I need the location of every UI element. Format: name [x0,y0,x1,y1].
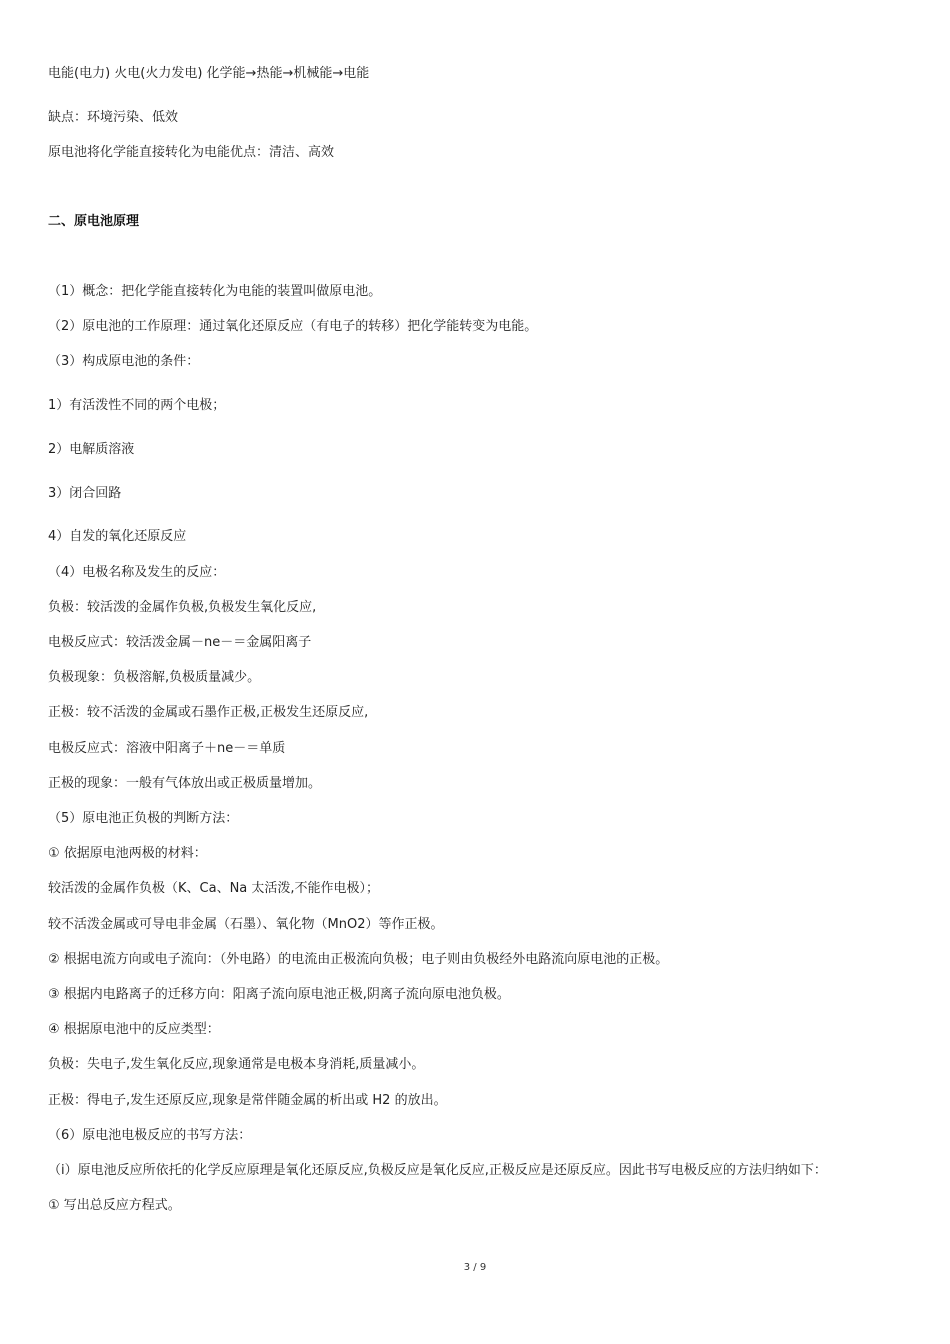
text-line-cathode-equation: 电极反应式：溶液中阳离子＋ne－＝单质 [48,741,286,756]
text-line-method-4-cathode: 正极：得电子,发生还原反应,现象是常伴随金属的析出或 H2 的放出。 [48,1093,447,1108]
text-line-cathode: 正极：较不活泼的金属或石墨作正极,正极发生还原反应, [48,705,369,720]
text-line-working-principle: （2）原电池的工作原理：通过氧化还原反应（有电子的转移）把化学能转变为电能。 [48,319,538,334]
text-line-method-1-inactive: 较不活泼金属或可导电非金属（石墨）、氧化物（MnO2）等作正极。 [48,917,444,932]
text-line-conditions: （3）构成原电池的条件： [48,354,200,369]
text-line-battery-advantages: 原电池将化学能直接转化为电能优点：清洁、高效 [48,145,335,160]
text-line-anode: 负极：较活泼的金属作负极,负极发生氧化反应, [48,600,317,615]
text-line-method-3: ③ 根据内电路离子的迁移方向：阳离子流向原电池正极,阴离子流向原电池负极。 [48,987,510,1002]
text-line-method-1: ① 依据原电池两极的材料： [48,846,207,861]
text-line-method-4-anode: 负极：失电子,发生氧化反应,现象通常是电极本身消耗,质量减小。 [48,1057,425,1072]
text-line-method-1-active: 较活泼的金属作负极（K、Ca、Na 太活泼,不能作电极）； [48,881,380,896]
text-line-condition-2: 2）电解质溶液 [48,442,135,457]
text-line-power-generation: 电能(电力) 火电(火力发电) 化学能→热能→机械能→电能 [48,66,370,81]
page-number: 3 / 9 [463,1262,487,1273]
text-line-condition-1: 1）有活泼性不同的两个电极； [48,398,226,413]
text-line-condition-4: 4）自发的氧化还原反应 [48,529,187,544]
text-line-step-1: ① 写出总反应方程式。 [48,1198,181,1213]
text-line-writing-principle: （i）原电池反应所依托的化学反应原理是氧化还原反应,负极反应是氧化反应,正极反应是还原反应。因此书写电极反应的方法归纳如下： [48,1163,827,1178]
text-line-method-4: ④ 根据原电池中的反应类型： [48,1022,220,1037]
text-line-disadvantages: 缺点：环境污染、低效 [48,110,179,125]
text-line-concept: （1）概念：把化学能直接转化为电能的装置叫做原电池。 [48,284,382,299]
text-line-anode-equation: 电极反应式：较活泼金属－ne－＝金属阳离子 [48,635,312,650]
text-line-cathode-phenomenon: 正极的现象：一般有气体放出或正极质量增加。 [48,776,322,791]
text-line-anode-phenomenon: 负极现象：负极溶解,负极质量减少。 [48,670,261,685]
text-line-condition-3: 3）闭合回路 [48,486,122,501]
section-heading: 二、原电池原理 [48,214,140,229]
text-line-writing-methods: （6）原电池电极反应的书写方法： [48,1128,252,1143]
text-line-judgment-methods: （5）原电池正负极的判断方法： [48,811,239,826]
text-line-electrode-names: （4）电极名称及发生的反应： [48,565,226,580]
text-line-method-2: ② 根据电流方向或电子流向：（外电路）的电流由正极流向负极；电子则由负极经外电路流向原电池的正极。 [48,952,669,967]
